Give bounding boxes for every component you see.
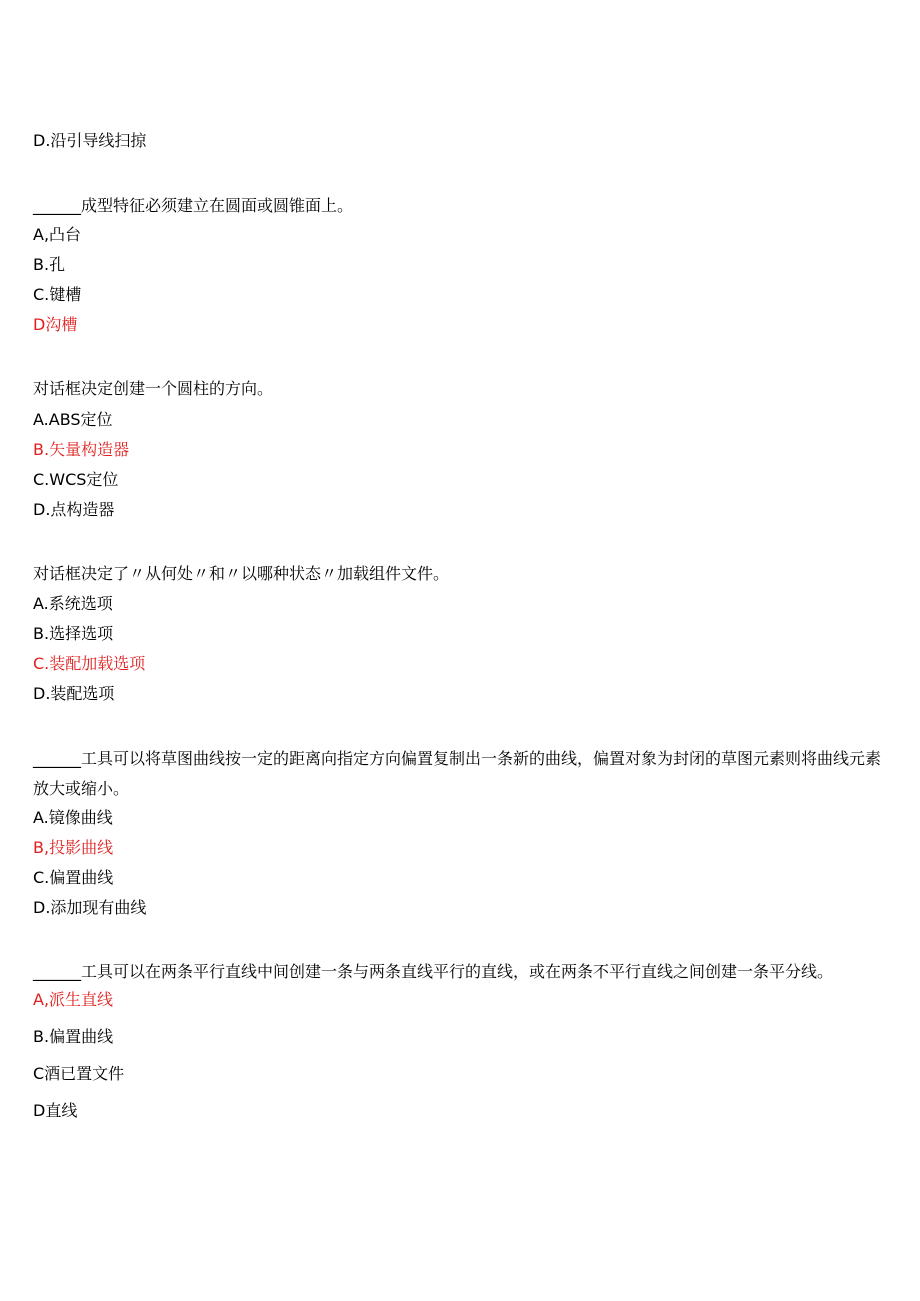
question-4-option-d: D.添加现有曲线: [33, 898, 147, 917]
question-2-stem: 对话框决定创建一个圆柱的方向。: [33, 379, 274, 398]
prev-question-option-d: D.沿引导线扫掠: [33, 131, 147, 150]
question-2-option-a: A.ABS定位: [33, 410, 113, 429]
question-5-option-b: B.偏置曲线: [33, 1027, 114, 1046]
question-3-option-c-answer: C.装配加载选项: [33, 654, 146, 673]
question-1-option-c: C.键槽: [33, 285, 82, 304]
question-4-option-c: C.偏置曲线: [33, 868, 114, 887]
question-5-option-d: D直线: [33, 1101, 78, 1120]
question-3-option-d: D.装配选项: [33, 684, 115, 703]
question-2-option-d: D.点构造器: [33, 500, 115, 519]
question-1-stem: ______成型特征必须建立在圆面或圆锥面上。: [33, 196, 354, 215]
question-1-option-a: A,凸台: [33, 225, 82, 244]
question-2-option-b-answer: B.矢量构造器: [33, 440, 130, 459]
question-5-option-c: C酒已置文件: [33, 1064, 125, 1083]
question-3-option-a: A.系统选项: [33, 594, 113, 613]
question-1-option-b: B.孔: [33, 255, 66, 274]
question-3-option-b: B.选择选项: [33, 624, 114, 643]
question-4-option-a: A.镜像曲线: [33, 808, 113, 827]
question-3-stem: 对话框决定了〃从何处〃和〃以哪种状态〃加载组件文件。: [33, 564, 450, 583]
question-4-option-b-answer: B,投影曲线: [33, 838, 114, 857]
question-1-option-d-answer: D沟槽: [33, 315, 78, 334]
question-5-stem: ______工具可以在两条平行直线中间创建一条与两条直线平行的直线，或在两条不平行直线之间创建一条平分线。: [33, 962, 834, 981]
question-5-option-a-answer: A,派生直线: [33, 990, 114, 1009]
question-2-option-c: C.WCS定位: [33, 470, 119, 489]
question-4-stem: ______工具可以将草图曲线按一定的距离向指定方向偏置复制出一条新的曲线，偏置对象为封闭的草图元素则将曲线元素放大或缩小。: [33, 749, 882, 798]
